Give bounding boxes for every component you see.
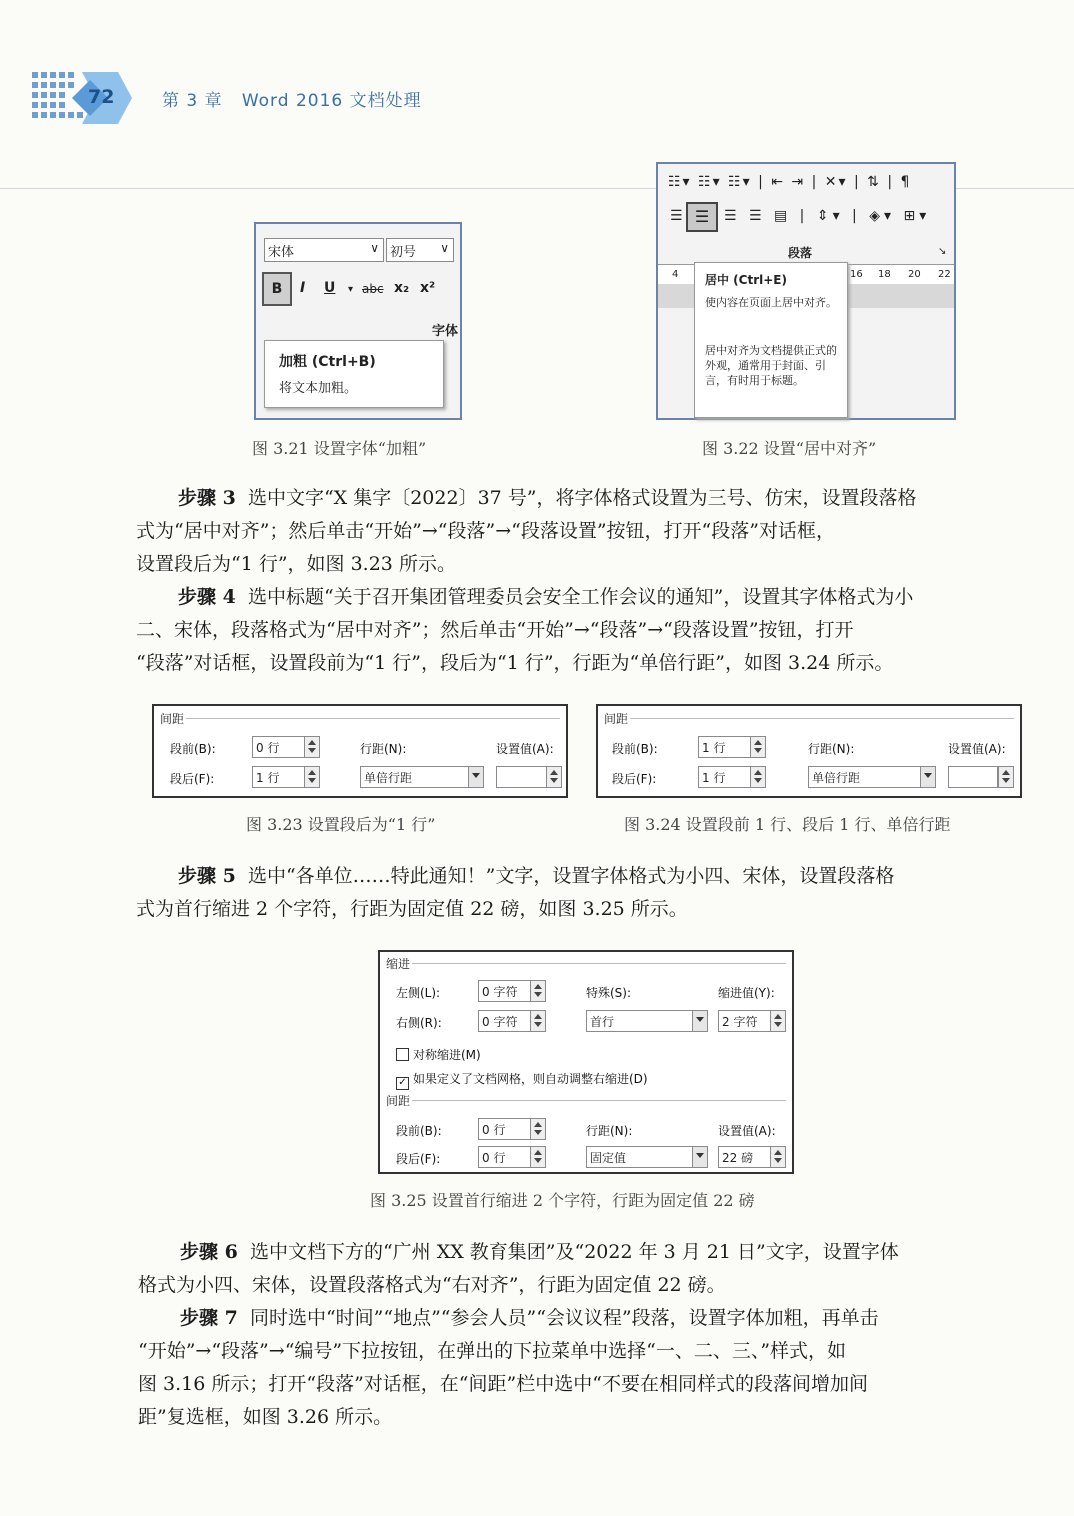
figure-3-25 <box>378 950 794 1174</box>
chapter-header <box>162 86 422 111</box>
step-4-label: 步骤 4 <box>178 586 236 608</box>
chapter-number: 第 3 章 <box>162 91 223 111</box>
step-7-paragraph <box>138 1302 1038 1437</box>
step-7-line: “开始”→“段落”→“编号”下拉按钮，在弹出的下拉菜单中选择“一、二、三、”样式，如 <box>138 1340 847 1362</box>
tooltip-title: 加粗 (Ctrl+B) <box>279 354 376 370</box>
subscript-button[interactable]: x₂ <box>394 280 410 296</box>
figure-3-25-caption: 图 3.25 设置首行缩进 2 个字符，行距为固定值 22 磅 <box>370 1191 755 1210</box>
set-value-input[interactable] <box>948 766 998 788</box>
right-indent-label: 右侧(R): <box>396 1016 442 1030</box>
before-label: 段前(B): <box>170 742 216 756</box>
step-4-line: “段落”对话框，设置段前为“1 行”，段后为“1 行”，行距为“单倍行距”，如图 3.24 所示。 <box>136 652 894 674</box>
special-select[interactable]: 首行 <box>586 1010 694 1032</box>
step-3-line: 式为“居中对齐”；然后单击“开始”→“段落”→“段落设置”按钮，打开“段落”对话框， <box>136 520 835 542</box>
tooltip-description: 使内容在页面上居中对齐。 <box>705 296 837 309</box>
bold-button[interactable]: B <box>262 272 292 306</box>
line-spacing-label: 行距(N): <box>586 1124 633 1138</box>
figure-3-21-caption: 图 3.21 设置字体“加粗” <box>252 439 427 458</box>
after-input[interactable]: 1 行 <box>698 766 752 788</box>
before-input[interactable]: 0 行 <box>478 1118 534 1140</box>
set-value-spinner[interactable] <box>546 766 562 788</box>
step-7-line: 图 3.16 所示；打开“段落”对话框，在“间距”栏中选中“不要在相同样式的段落间增加间 <box>138 1373 868 1395</box>
chevron-down-icon: ∨ <box>440 241 449 255</box>
superscript-button[interactable]: x² <box>420 280 436 296</box>
figure-3-22-caption: 图 3.22 设置“居中对齐” <box>702 439 877 458</box>
line-spacing-label: 行距(N): <box>360 742 407 756</box>
align-center-button[interactable]: ☰ <box>686 202 718 232</box>
after-label: 段后(F): <box>612 772 657 786</box>
line-spacing-dropdown[interactable] <box>692 1146 708 1168</box>
chapter-title: Word 2016 文档处理 <box>241 91 422 111</box>
before-spinner[interactable] <box>530 1118 546 1140</box>
font-group-label: 字体 <box>432 324 459 339</box>
set-value-spinner[interactable] <box>770 1146 786 1168</box>
step-3-paragraph <box>136 482 1036 582</box>
figure-3-23 <box>152 704 568 798</box>
before-spinner[interactable] <box>750 736 766 758</box>
step-4-paragraph <box>136 581 1036 681</box>
after-input[interactable]: 1 行 <box>252 766 306 788</box>
ruler-tick: 18 <box>878 269 891 280</box>
step-3-line: 选中文字“X 集字〔2022〕37 号”，将字体格式设置为三号、仿宋，设置段落格 <box>247 487 917 509</box>
after-spinner[interactable] <box>304 766 320 788</box>
align-center-tooltip <box>694 262 848 418</box>
ruler-tick: 20 <box>908 269 921 280</box>
step-3-label: 步骤 3 <box>178 487 236 509</box>
spacing-group-label: 间距 <box>160 712 185 726</box>
grid-adjust-option[interactable] <box>396 1070 648 1090</box>
step-6-line: 格式为小四、宋体，设置段落格式为“右对齐”，行距为固定值 22 磅。 <box>138 1274 726 1296</box>
line-spacing-select[interactable]: 单倍行距 <box>808 766 924 788</box>
figure-3-23-caption: 图 3.23 设置段后为“1 行” <box>246 815 436 834</box>
step-6-paragraph <box>138 1236 1038 1306</box>
ruler-tick: 22 <box>938 269 951 280</box>
before-label: 段前(B): <box>612 742 658 756</box>
ruler-tick: 4 <box>672 269 679 280</box>
indent-by-input[interactable]: 2 字符 <box>718 1010 772 1032</box>
step-3-line: 设置段后为“1 行”，如图 3.23 所示。 <box>136 553 456 575</box>
underline-button[interactable]: U <box>324 280 336 296</box>
after-label: 段后(F): <box>170 772 215 786</box>
spacing-group-label: 间距 <box>604 712 629 726</box>
line-spacing-select[interactable]: 单倍行距 <box>360 766 472 788</box>
left-indent-label: 左侧(L): <box>396 986 441 1000</box>
set-value-label: 设置值(A): <box>496 742 554 756</box>
tooltip-description: 将文本加粗。 <box>279 381 358 396</box>
paragraph-group-label: 段落 <box>788 246 813 260</box>
align-left-icon[interactable]: ☰ <box>670 208 683 224</box>
special-label: 特殊(S): <box>586 986 632 1000</box>
line-spacing-label: 行距(N): <box>808 742 855 756</box>
set-value-input[interactable]: 22 磅 <box>718 1146 772 1168</box>
set-value-input[interactable] <box>496 766 548 788</box>
font-size-box[interactable] <box>386 238 454 262</box>
page-number-badge <box>32 68 132 128</box>
before-input[interactable]: 0 行 <box>252 736 306 758</box>
underline-dropdown-icon[interactable]: ▾ <box>348 284 354 295</box>
set-value-label: 设置值(A): <box>948 742 1006 756</box>
grid-adjust-label: 如果定义了文档网格，则自动调整右缩进(D) <box>413 1072 648 1086</box>
after-spinner[interactable] <box>750 766 766 788</box>
tooltip-title: 居中 (Ctrl+E) <box>705 273 787 287</box>
chevron-down-icon: ∨ <box>370 241 379 255</box>
paragraph-toolbar-row1: ☷▾ ☷▾ ☷▾ | ⇤ ⇥ | ✕▾ | ⇅ | ¶ <box>668 174 912 190</box>
step-5-line: 选中“各单位……特此通知！”文字，设置字体格式为小四、宋体，设置段落格 <box>247 865 895 887</box>
right-indent-spinner[interactable] <box>530 1010 546 1032</box>
before-label: 段前(B): <box>396 1124 442 1138</box>
mirror-indent-label: 对称缩进(M) <box>413 1048 481 1062</box>
after-spinner[interactable] <box>530 1146 546 1168</box>
italic-button[interactable]: I <box>300 280 306 296</box>
dialog-launcher-icon[interactable]: ↘ <box>938 246 947 257</box>
step-4-line: 二、宋体，段落格式为“居中对齐”；然后单击“开始”→“段落”→“段落设置”按钮，打开 <box>136 619 854 641</box>
step-7-line: 距”复选框，如图 3.26 所示。 <box>138 1406 393 1428</box>
set-value-spinner[interactable] <box>998 766 1014 788</box>
step-5-label: 步骤 5 <box>178 865 236 887</box>
right-indent-input[interactable]: 0 字符 <box>478 1010 534 1032</box>
indent-group-label: 缩进 <box>386 957 411 971</box>
strikethrough-button[interactable]: abc <box>362 282 384 296</box>
figure-3-22 <box>656 162 956 420</box>
grid-adjust-checkbox[interactable]: ✓ <box>396 1077 409 1090</box>
before-spinner[interactable] <box>304 736 320 758</box>
after-input[interactable]: 0 行 <box>478 1146 534 1168</box>
alignment-tools: ☰ ☰ ▤ | ⇕▾ | ◈▾ ⊞▾ <box>724 208 931 224</box>
figure-3-24-caption: 图 3.24 设置段前 1 行、段后 1 行、单倍行距 <box>624 815 951 834</box>
before-input[interactable]: 1 行 <box>698 736 752 758</box>
spacing-group-label: 间距 <box>386 1094 411 1108</box>
tooltip-description-detail: 居中对齐为文档提供正式的外观，通常用于封面、引言，有时用于标题。 <box>705 344 837 387</box>
font-size-value: 初号 <box>390 245 417 260</box>
mirror-indent-option[interactable] <box>396 1046 481 1063</box>
page-number: 72 <box>88 86 115 108</box>
step-5-paragraph <box>136 860 1036 930</box>
left-indent-spinner[interactable] <box>530 980 546 1002</box>
step-6-line: 选中文档下方的“广州 XX 教育集团”及“2022 年 3 月 21 日”文字，设置字体 <box>249 1241 899 1263</box>
mirror-indent-checkbox[interactable] <box>396 1048 409 1061</box>
after-label: 段后(F): <box>396 1152 441 1166</box>
step-7-line: 同时选中“时间”“地点”“参会人员”“会议议程”段落，设置字体加粗，再单击 <box>249 1307 879 1329</box>
font-name-value: 宋体 <box>268 245 295 260</box>
line-spacing-dropdown[interactable] <box>468 766 484 788</box>
figure-3-24 <box>596 704 1022 798</box>
left-indent-input[interactable]: 0 字符 <box>478 980 534 1002</box>
ruler-tick: 16 <box>850 269 863 280</box>
step-5-line: 式为首行缩进 2 个字符，行距为固定值 22 磅，如图 3.25 所示。 <box>136 898 688 920</box>
step-6-label: 步骤 6 <box>180 1241 238 1263</box>
set-value-label: 设置值(A): <box>718 1124 776 1138</box>
step-7-label: 步骤 7 <box>180 1307 238 1329</box>
special-dropdown[interactable] <box>692 1010 708 1032</box>
line-spacing-select[interactable]: 固定值 <box>586 1146 694 1168</box>
indent-by-spinner[interactable] <box>770 1010 786 1032</box>
line-spacing-dropdown[interactable] <box>920 766 936 788</box>
figure-3-21 <box>254 222 462 420</box>
bold-tooltip <box>264 340 444 408</box>
step-4-line: 选中标题“关于召开集团管理委员会安全工作会议的通知”，设置其字体格式为小 <box>247 586 914 608</box>
indent-by-label: 缩进值(Y): <box>718 986 775 1000</box>
font-name-box[interactable] <box>264 238 384 262</box>
